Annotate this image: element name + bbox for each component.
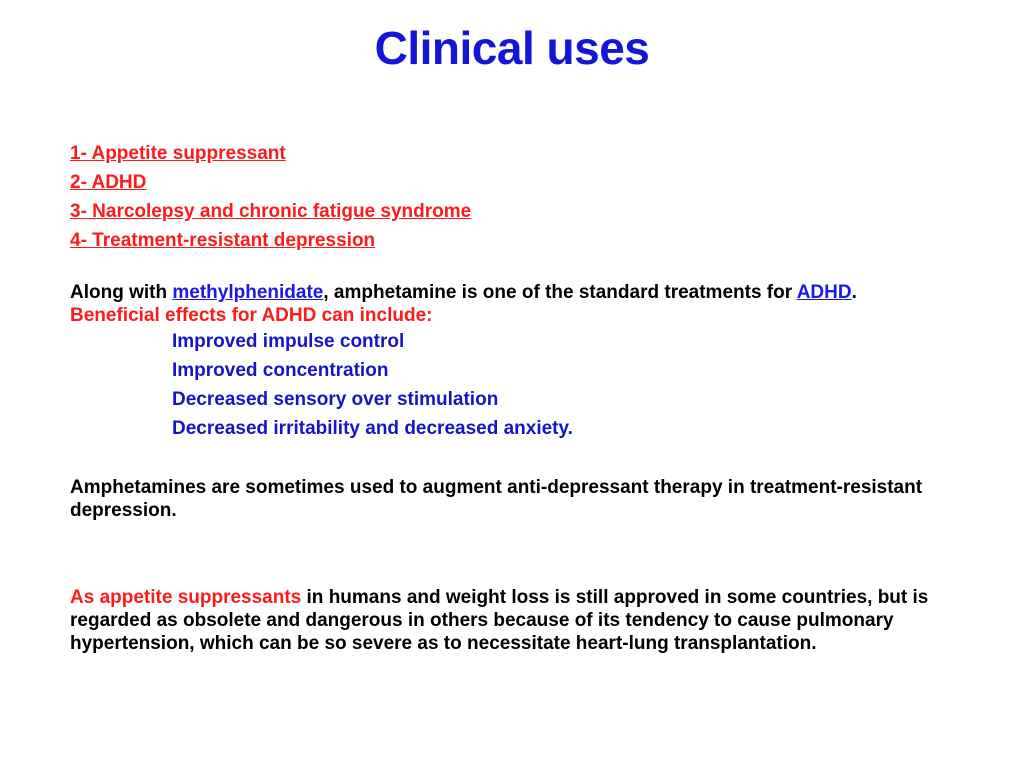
use-link-depression[interactable]: 4- Treatment-resistant depression: [70, 230, 376, 251]
use-link-appetite[interactable]: 1- Appetite suppressant: [70, 143, 286, 164]
slide-title: Clinical uses: [374, 22, 650, 74]
adhd-suffix: .: [851, 282, 857, 303]
appetite-rest: in humans and weight loss is still approved in some countries, but is regarded as obsolete and dangerous in others because of its tendency to cause pulmonary hypertension, which can be so severe as to necessitate heart-lung transplantation.: [70, 587, 929, 654]
list-item[interactable]: [70, 226, 960, 255]
adhd-link[interactable]: ADHD: [796, 282, 852, 303]
appetite-paragraph: [70, 586, 960, 655]
list-item[interactable]: [70, 197, 960, 226]
adhd-prefix: Along with: [70, 282, 173, 303]
adhd-effects-list: [70, 327, 960, 443]
effect-item: Decreased irritability and decreased anxiety.: [172, 418, 573, 439]
list-item[interactable]: [70, 168, 960, 197]
list-item[interactable]: [70, 139, 960, 168]
appetite-highlight: As appetite suppressants: [70, 587, 302, 608]
slide-content: [70, 139, 960, 655]
clinical-uses-list: [70, 139, 960, 255]
adhd-paragraph: [70, 281, 960, 327]
effect-item: Decreased sensory over stimulation: [172, 389, 499, 410]
use-link-adhd[interactable]: 2- ADHD: [70, 172, 147, 193]
methylphenidate-link[interactable]: methylphenidate: [172, 282, 324, 303]
effect-item: Improved concentration: [172, 360, 389, 381]
adhd-middle: , amphetamine is one of the standard treatments for: [323, 282, 797, 303]
use-link-narcolepsy[interactable]: 3- Narcolepsy and chronic fatigue syndrome: [70, 201, 472, 222]
depression-paragraph: Amphetamines are sometimes used to augment anti-depressant therapy in treatment-resistant depression.: [70, 477, 923, 521]
effect-item: Improved impulse control: [172, 331, 405, 352]
effects-heading: Beneficial effects for ADHD can include:: [70, 305, 433, 326]
